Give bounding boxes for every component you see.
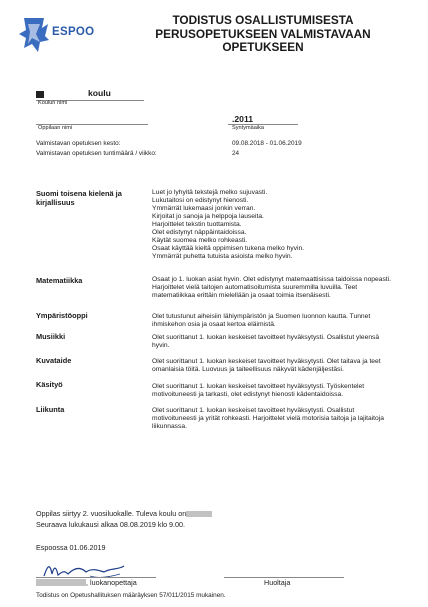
subject-finnish-line-1: Suomi toisena kielenä ja bbox=[36, 189, 122, 198]
espoo-logo bbox=[18, 14, 98, 60]
school-redaction bbox=[186, 511, 212, 517]
espoo-shield-icon bbox=[18, 14, 50, 54]
title-line-3: OPETUKSEEN bbox=[222, 40, 304, 54]
subject-finnish-line-2: kirjallisuus bbox=[36, 198, 75, 207]
description-line: omanlaisia töitä. Luovuus ja taiteellisuus näkyvät kädenjäljestäsi. bbox=[152, 366, 344, 373]
subject-environment-description bbox=[152, 313, 414, 329]
birth-label: Syntymäaika bbox=[232, 125, 265, 131]
description-line: Olet suorittanut 1. luokan keskeiset tavoitteet hyväksytysti. Osallistut bbox=[152, 407, 355, 414]
description-line: Olet suorittanut 1. luokan keskeiset tavoitteet hyväksytysti. Työskentelet bbox=[152, 383, 365, 390]
description-line: Osaat jo 1. luokan asiat hyvin. Olet edistynyt matemaattisissa taidoissa nopeasti. bbox=[152, 276, 392, 283]
regulation-note: Todistus on Opetushallituksen määräyksen 57/011/2015 mukainen. bbox=[36, 592, 226, 599]
school-name: koulu bbox=[88, 88, 111, 98]
document-title bbox=[118, 14, 408, 55]
transfer-note: Oppilas siirtyy 2. vuosiluokalle. Tuleva koulu on bbox=[36, 509, 187, 518]
title-line-2: PERUSOPETUKSEEN VALMISTAVAAN bbox=[155, 26, 371, 41]
description-line: Olet suorittanut 1. luokan keskeiset tavoitteet hyväksytysti. Osallistut yleensä bbox=[152, 334, 380, 341]
description-line: Osaat käyttää kieltä oppimisen tukena melko hyvin. bbox=[152, 245, 305, 252]
subject-finnish bbox=[36, 189, 141, 207]
description-line: Olet edistynyt näppäintaidoissa. bbox=[152, 229, 247, 236]
description-line: Olet tutustunut aiheisiin lähiympäristön ja Suomen luonnon kautta. Tunnet bbox=[152, 313, 371, 320]
school-label: Koulun nimi bbox=[38, 100, 68, 106]
place-date: Espoossa 01.06.2019 bbox=[36, 543, 106, 552]
guardian-label: Huoltaja bbox=[264, 578, 291, 587]
duration-label: Valmistavan opetuksen kesto: bbox=[36, 140, 121, 147]
subject-math-description bbox=[152, 276, 414, 300]
description-line: liikunnassa. bbox=[152, 423, 187, 430]
subject-visual-arts: Kuvataide bbox=[36, 356, 72, 365]
logo-text: ESPOO bbox=[52, 26, 95, 38]
description-line: Harjoittelet tekstin tuottamista. bbox=[152, 221, 242, 228]
description-line: motivoituneesti ja yrität rohkeasti. Harjoittelet vielä motorisia taitoja ja lajitaitoja bbox=[152, 415, 384, 422]
description-line: Ymmärrät lukemaasi jonkin verran. bbox=[152, 205, 256, 212]
next-term-note: Seuraava lukukausi alkaa 08.08.2019 klo 9.00. bbox=[36, 520, 186, 529]
student-name-label: Oppilaan nimi bbox=[38, 125, 73, 131]
description-line: Luet jo lyhyitä tekstejä melko sujuvasti. bbox=[152, 189, 268, 196]
title-line-1: TODISTUS OSALLISTUMISESTA bbox=[172, 13, 354, 27]
subject-finnish-description bbox=[152, 189, 414, 261]
description-line: Harjoittelet vielä taitojen automatisoitumista suuremmilla luvuilla. Teet bbox=[152, 284, 358, 291]
subject-math: Matematiikka bbox=[36, 276, 83, 285]
birth-year: .2011 bbox=[232, 114, 254, 124]
school-name-redaction bbox=[36, 91, 44, 98]
duration-value: 09.08.2018 - 01.06.2019 bbox=[232, 140, 302, 147]
hours-label: Valmistavan opetuksen tuntimäärä / viikko: bbox=[36, 150, 157, 157]
subject-crafts: Käsityö bbox=[36, 380, 63, 389]
subject-visual-arts-description bbox=[152, 358, 414, 374]
description-line: ihmiskehon osia ja osaat kertoa eläimistä. bbox=[152, 321, 276, 328]
description-line: Olet suorittanut 1. luokan keskeiset tavoitteet hyväksytysti. Olet taitava ja teet bbox=[152, 358, 381, 365]
hours-value: 24 bbox=[232, 150, 240, 157]
subject-pe-description bbox=[152, 407, 414, 431]
subject-music: Musiikki bbox=[36, 332, 66, 341]
subject-pe: Liikunta bbox=[36, 405, 65, 414]
description-line: hyvin. bbox=[152, 342, 170, 349]
subject-music-description bbox=[152, 334, 414, 350]
description-line: Lukutaitosi on edistynyt hienosti. bbox=[152, 197, 249, 204]
description-line: matematiikkaa erittäin mielellään ja osaat toimia itsenäisesti. bbox=[152, 292, 331, 299]
description-line: Ymmärrät puhetta tutuista asioista melko hyvin. bbox=[152, 253, 293, 260]
description-line: motivoituneesti ja tarkasti, olet edistynyt hienosti kädentaidoissa. bbox=[152, 391, 344, 398]
subject-crafts-description bbox=[152, 383, 414, 399]
description-line: Käytät suomea melko rohkeasti. bbox=[152, 237, 248, 244]
subject-environment: Ympäristöoppi bbox=[36, 311, 88, 320]
description-line: Kirjoitat jo sanoja ja helppoja lauseita. bbox=[152, 213, 264, 220]
teacher-name-redaction bbox=[36, 579, 86, 586]
teacher-label: , luokanopettaja bbox=[86, 578, 137, 587]
